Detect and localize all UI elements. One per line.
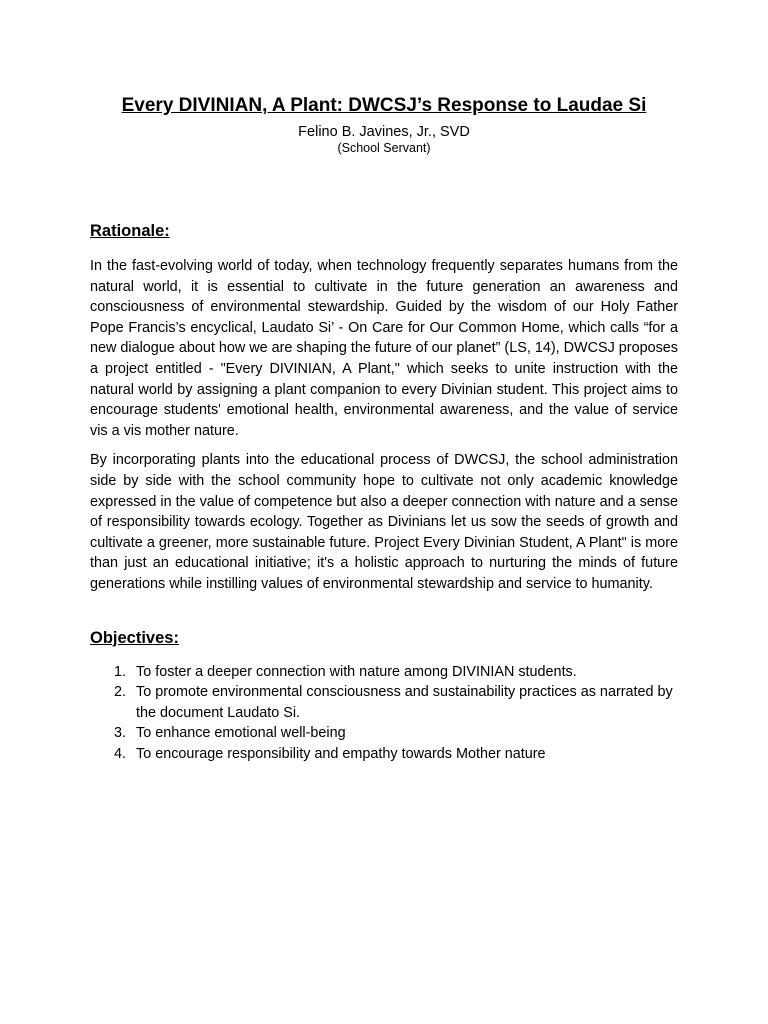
objective-number: 3. [113,725,126,742]
objective-item-2 [90,682,678,723]
objectives-section [90,628,678,765]
objective-text: To foster a deeper connection with nature among DIVINIAN students. [136,663,577,680]
objectives-list [90,662,678,765]
objective-text: To encourage responsibility and empathy towards Mother nature [136,745,546,762]
author-role: (School Servant) [337,141,431,155]
objective-item-1 [90,662,678,683]
rationale-paragraph-1: In the fast-evolving world of today, when technology frequently separates humans from the natural world, it is essential to cultivate in the future generation an awareness and consciousness of environmental stewardship. Guided by the wisdom of our Holy Father Pope Francis’s encyclical, Laudato Si’ - On Care for Our Common Home, which calls “for a new dialogue about how we are shaping the future of our planet” (LS, 14), DWCSJ proposes a project entitled - "Every DIVINIAN, A Plant," which seeks to unite instruction with the natural world by assigning a plant companion to every Divinian student. This project aims to encourage students' emotional health, environmental awareness, and the value of service vis a vis mother nature. [90,258,678,439]
objective-number: 4. [113,745,126,762]
objective-text: To promote environmental consciousness and sustainability practices as narrated by the document Laudato Si. [136,684,673,721]
author-name: Felino B. Javines, Jr., SVD [298,124,470,140]
rationale-section [90,221,678,595]
rationale-paragraph-2: By incorporating plants into the educational process of DWCSJ, the school administration side by side with the school community hope to cultivate not only academic knowledge expressed in the value of competence but also a deeper connection with nature and a sense of responsibility towards ecology. Together as Divinians let us sow the seeds of growth and cultivate a greener, more sustainable future. Project Every Divinian Student, A Plant" is more than just an educational initiative; it's a holistic approach to nurturing the minds of future generations while instilling values of environmental stewardship and service to humanity. [90,452,679,592]
objective-item-4 [90,744,678,765]
objective-text: To enhance emotional well-being [136,725,346,742]
document-title: Every DIVINIAN, A Plant: DWCSJ’s Response to Laudae Si [121,95,647,116]
rationale-heading: Rationale: [90,222,170,240]
objectives-heading: Objectives: [90,628,179,647]
objective-number: 1. [113,663,126,680]
objective-item-3 [90,723,678,744]
objective-number: 2. [113,684,126,701]
